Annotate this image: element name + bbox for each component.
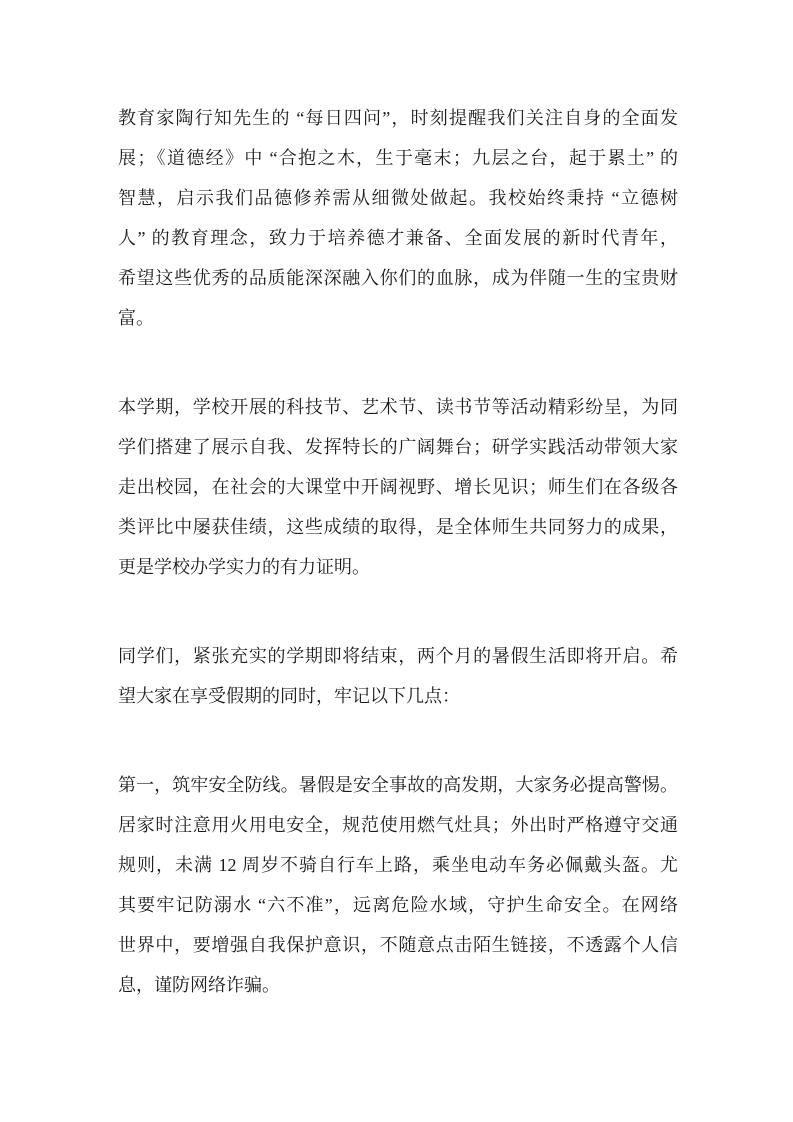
text-line: 走出校园，在社会的大课堂中开阔视野、增长见识；师生们在各级各 xyxy=(118,477,678,497)
text-line: 第一，筑牢安全防线。暑假是安全事故的高发期，大家务必提高警惕。 xyxy=(118,775,678,795)
text-line: 智慧，启示我们品德修养需从细微处做起。我校始终秉持 “立德树 xyxy=(118,188,678,208)
paragraph xyxy=(118,765,678,1005)
text-line: 居家时注意用火用电安全，规范使用燃气灶具；外出时严格遵守交通 xyxy=(118,815,678,835)
text-line: 更是学校办学实力的有力证明。 xyxy=(118,557,370,577)
text-line: 展；《道德经》中 “合抱之木，生于毫末；九层之台，起于累土” 的 xyxy=(118,148,678,168)
text-line: 富。 xyxy=(118,308,154,328)
text-line: 息，谨防网络诈骗。 xyxy=(118,975,280,995)
text-line: 其要牢记防溺水 “六不准”，远离危险水域，守护生命安全。在网络 xyxy=(118,895,678,915)
text-line: 本学期，学校开展的科技节、艺术节、读书节等活动精彩纷呈，为同 xyxy=(118,397,678,417)
text-line: 希望这些优秀的品质能深深融入你们的血脉，成为伴随一生的宝贵财 xyxy=(118,268,678,288)
text-line: 教育家陶行知先生的 “每日四问”，时刻提醒我们关注自身的全面发 xyxy=(118,108,678,128)
text-line: 规则，未满 12 周岁不骑自行车上路，乘坐电动车务必佩戴头盔。尤 xyxy=(118,855,678,875)
text-line: 类评比中屡获佳绩，这些成绩的取得，是全体师生共同努力的成果， xyxy=(118,517,678,537)
text-line: 望大家在享受假期的同时，牢记以下几点： xyxy=(118,686,460,706)
paragraph xyxy=(118,387,678,587)
paragraph xyxy=(118,636,678,716)
text-line: 同学们，紧张充实的学期即将结束，两个月的暑假生活即将开启。希 xyxy=(118,646,678,666)
text-line: 人” 的教育理念，致力于培养德才兼备、全面发展的新时代青年， xyxy=(118,228,678,248)
text-line: 世界中，要增强自我保护意识，不随意点击陌生链接，不透露个人信 xyxy=(118,935,678,955)
paragraph xyxy=(118,98,678,338)
text-line: 学们搭建了展示自我、发挥特长的广阔舞台；研学实践活动带领大家 xyxy=(118,437,678,457)
